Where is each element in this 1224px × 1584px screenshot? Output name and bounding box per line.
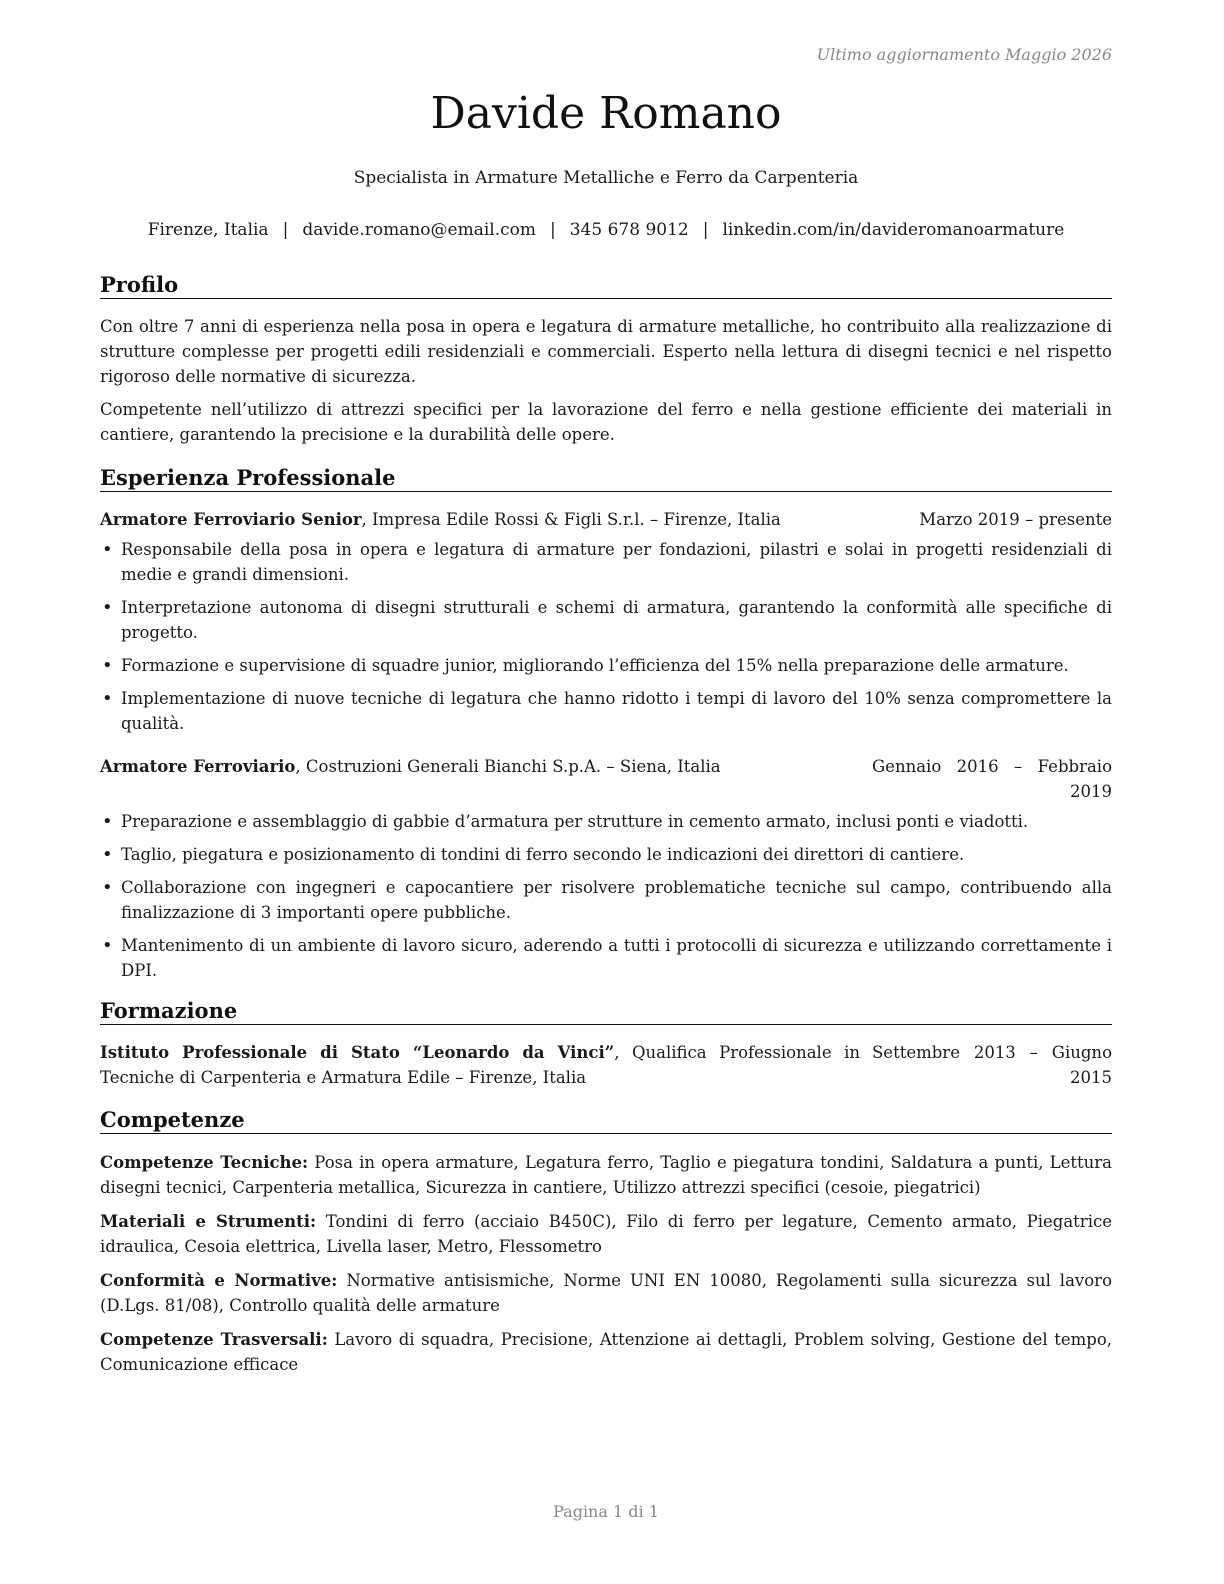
job-company: , Costruzioni Generali Bianchi S.p.A. – Siena, Italia bbox=[295, 757, 721, 776]
education-header bbox=[100, 1040, 1112, 1090]
contact-email[interactable]: davide.romano@email.com bbox=[302, 220, 536, 240]
skill-group bbox=[100, 1150, 1112, 1200]
job-header bbox=[100, 754, 1112, 804]
contact-phone[interactable]: 345 678 9012 bbox=[569, 220, 689, 240]
list-item: • Collaborazione con ingegneri e capocantiere per risolvere problematiche tecniche sul campo, contribuendo alla finalizzazione di 3 importanti opere pubbliche. bbox=[100, 875, 1112, 925]
skill-label: Competenze Tecniche: bbox=[100, 1153, 309, 1172]
candidate-name: Davide Romano bbox=[430, 88, 782, 139]
profile-section bbox=[100, 314, 1112, 447]
contact-line bbox=[80, 220, 1132, 240]
contact-separator: | bbox=[282, 220, 289, 240]
skill-text: Normative antisismiche, Norme UNI EN 10080, Regolamenti sulla sicurezza sul lavoro (D.Lgs. 81/08), Controllo qualità delle armature bbox=[100, 1271, 1113, 1315]
education-title-line bbox=[100, 1040, 860, 1090]
skill-label: Competenze Trasversali: bbox=[100, 1330, 328, 1349]
job-role: Armatore Ferroviario bbox=[100, 757, 296, 776]
job-dates: Marzo 2019 – presente bbox=[919, 510, 1112, 529]
list-item: • Interpretazione autonoma di disegni strutturali e schemi di armatura, garantendo la conformità alle specifiche di progetto. bbox=[100, 595, 1112, 645]
skills-section bbox=[100, 1150, 1112, 1386]
resume-page bbox=[100, 0, 1112, 1584]
education-dates: Settembre 2013 – Giugno 2015 bbox=[872, 1043, 1112, 1087]
list-item: • Responsabile della posa in opera e legatura di armature per fondazioni, pilastri e solai in progetti residenziali di medie e grandi dimensioni. bbox=[100, 537, 1112, 587]
skill-text: Lavoro di squadra, Precisione, Attenzione ai dettagli, Problem solving, Gestione del tempo, Comunicazione efficace bbox=[100, 1330, 1112, 1374]
education-school: Istituto Professionale di Stato “Leonardo da Vinci” bbox=[100, 1043, 615, 1062]
job-bullets bbox=[100, 537, 1112, 736]
contact-separator: | bbox=[702, 220, 709, 240]
job-header bbox=[100, 507, 1112, 532]
section-title-experience: Esperienza Professionale bbox=[100, 465, 1112, 492]
list-item: • Preparazione e assemblaggio di gabbie d’armatura per strutture in cemento armato, inclusi ponti e viadotti. bbox=[100, 809, 1112, 834]
education-entry bbox=[100, 1040, 1112, 1090]
skill-label: Conformità e Normative: bbox=[100, 1271, 338, 1290]
education-detail: , Qualifica Professionale in Tecniche di Carpenteria e Armatura Edile – Firenze, Italia bbox=[100, 1043, 861, 1087]
contact-linkedin[interactable]: linkedin.com/in/davideromanoarmature bbox=[722, 220, 1065, 240]
section-title-skills: Competenze bbox=[100, 1107, 1112, 1134]
skill-text: Tondini di ferro (acciaio B450C), Filo di ferro per legature, Cemento armato, Piegatrice idraulica, Cesoia elettrica, Livella laser, Metro, Flessometro bbox=[100, 1212, 1112, 1256]
list-item: • Taglio, piegatura e posizionamento di tondini di ferro secondo le indicazioni dei direttori di cantiere. bbox=[100, 842, 1112, 867]
skill-group bbox=[100, 1268, 1112, 1318]
skill-label: Materiali e Strumenti: bbox=[100, 1212, 317, 1231]
list-item: • Implementazione di nuove tecniche di legatura che hanno ridotto i tempi di lavoro del 10% senza compromettere la qualità. bbox=[100, 686, 1112, 736]
contact-separator: | bbox=[550, 220, 556, 240]
section-title-education: Formazione bbox=[100, 998, 1112, 1025]
profile-paragraph: Competente nell’utilizzo di attrezzi specifici per la lavorazione del ferro e nella gestione efficiente dei materiali in cantiere, garantendo la precisione e la durabilità delle opere. bbox=[100, 400, 1112, 444]
page-number: Pagina 1 di 1 bbox=[553, 1502, 659, 1521]
section-title-profile: Profilo bbox=[100, 272, 1112, 299]
last-updated: Ultimo aggiornamento Maggio 2026 bbox=[816, 45, 1112, 64]
job-entry bbox=[100, 507, 1112, 744]
skill-group bbox=[100, 1327, 1112, 1377]
contact-location: Firenze, Italia bbox=[147, 220, 269, 240]
job-bullets bbox=[100, 809, 1112, 983]
job-company: , Impresa Edile Rossi & Figli S.r.l. – Firenze, Italia bbox=[361, 510, 781, 529]
job-entry bbox=[100, 754, 1112, 991]
list-item: • Mantenimento di un ambiente di lavoro sicuro, aderendo a tutti i protocolli di sicurezza e utilizzando correttamente i DPI. bbox=[100, 933, 1112, 983]
job-title-line bbox=[100, 754, 721, 804]
skill-group bbox=[100, 1209, 1112, 1259]
job-title-line bbox=[100, 507, 781, 532]
job-tagline: Specialista in Armature Metalliche e Ferro da Carpenteria bbox=[353, 168, 859, 188]
skill-text: Posa in opera armature, Legatura ferro, Taglio e piegatura tondini, Saldatura a punti, Lettura disegni tecnici, Carpenteria metallica, Sicurezza in cantiere, Utilizzo attrezzi specifici (cesoie, piegatrici) bbox=[100, 1153, 1112, 1197]
profile-paragraph: Con oltre 7 anni di esperienza nella posa in opera e legatura di armature metalliche, ho contribuito alla realizzazione di strutture complesse per progetti edili residenziali e commerciali. Esperto nella lettura di disegni tecnici e nel rispetto rigoroso delle normative di sicurezza. bbox=[100, 317, 1112, 386]
job-role: Armatore Ferroviario Senior bbox=[100, 510, 362, 529]
job-dates: Gennaio 2016 – Febbraio 2019 bbox=[872, 757, 1112, 801]
list-item: • Formazione e supervisione di squadre junior, migliorando l’efficienza del 15% nella preparazione delle armature. bbox=[100, 653, 1112, 678]
